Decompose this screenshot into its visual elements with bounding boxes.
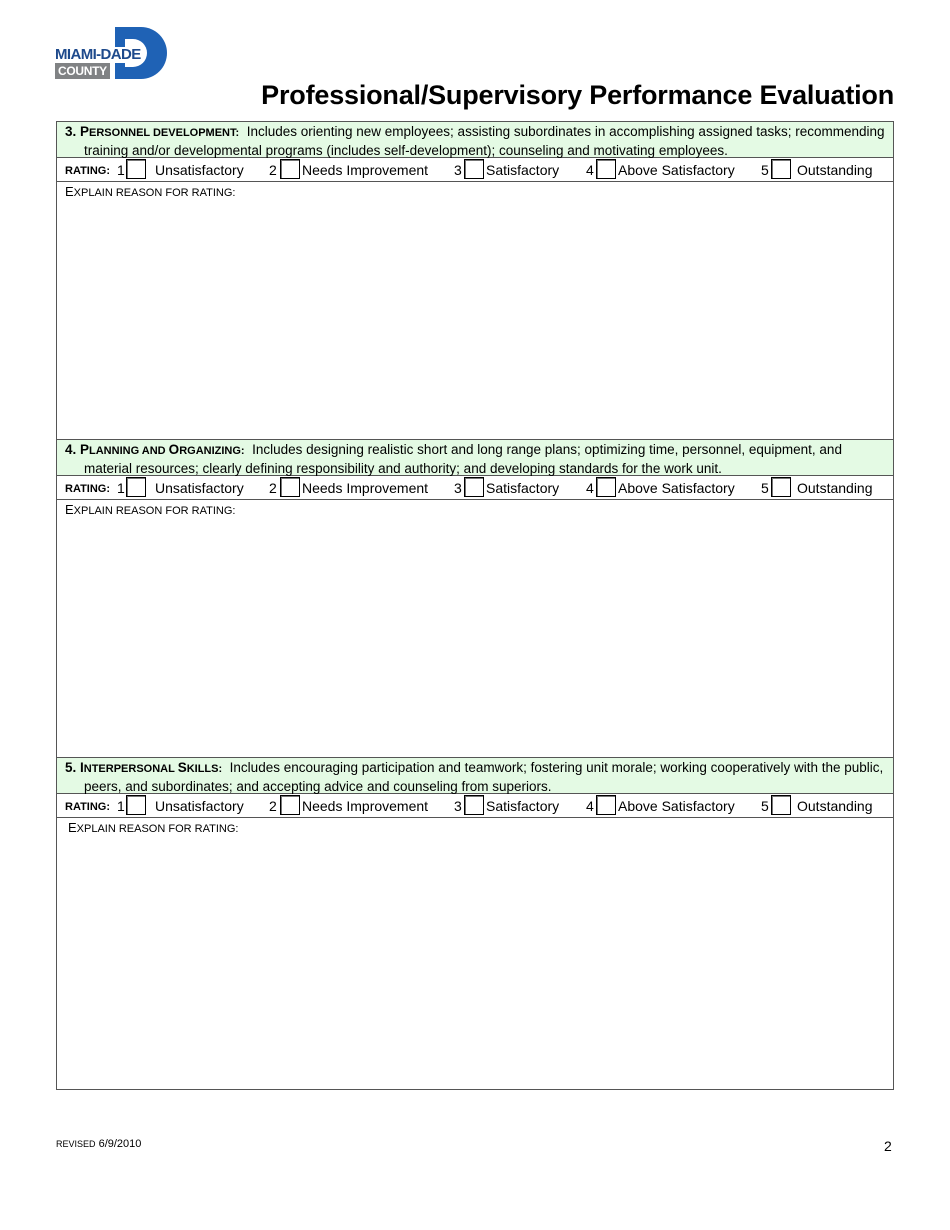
rating-3-label: Satisfactory — [486, 480, 560, 496]
section-interpersonal-skills — [57, 757, 893, 1088]
rating-num-4: 4 — [586, 798, 594, 814]
logo-text-county: COUNTY — [55, 63, 110, 79]
rating-2-label: Needs Improvement — [302, 480, 429, 496]
rating-5-checkbox[interactable] — [771, 477, 791, 497]
section-header — [57, 758, 893, 794]
rating-num-2: 2 — [269, 798, 277, 814]
revised-label: REVISED — [56, 1139, 96, 1149]
rating-2-checkbox[interactable] — [280, 477, 300, 497]
page-title: Professional/Supervisory Performance Evaluation — [261, 80, 894, 110]
rating-3-checkbox[interactable] — [464, 159, 484, 179]
section-description: Includes designing realistic short and long range plans; optimizing time, personnel, equipment, and material resources; clearly defining responsibility and authority; and developing standards for the work unit. — [84, 442, 842, 476]
rating-num-3: 3 — [454, 162, 462, 178]
rating-3-label: Satisfactory — [486, 798, 560, 814]
rating-num-3: 3 — [454, 798, 462, 814]
rating-row — [57, 158, 893, 182]
logo-text-main: MIAMI-DADE — [55, 46, 141, 63]
rating-row — [57, 476, 893, 500]
rating-4-checkbox[interactable] — [596, 477, 616, 497]
rating-4-label: Above Satisfactory — [618, 162, 735, 178]
section-title: 5. INTERPERSONAL SKILLS: — [65, 760, 223, 775]
rating-2-label: Needs Improvement — [302, 798, 429, 814]
rating-3-label: Satisfactory — [486, 162, 560, 178]
revised-date-value: 6/9/2010 — [98, 1138, 142, 1150]
rating-num-4: 4 — [586, 480, 594, 496]
section-title: 4. PLANNING AND ORGANIZING: — [65, 442, 245, 457]
rating-label: RATING: — [65, 801, 111, 813]
evaluation-form — [56, 121, 894, 1090]
rating-5-checkbox[interactable] — [771, 159, 791, 179]
rating-5-label: Outstanding — [797, 798, 873, 814]
rating-5-checkbox[interactable] — [771, 795, 791, 815]
rating-2-label: Needs Improvement — [302, 162, 429, 178]
rating-num-5: 5 — [761, 798, 769, 814]
rating-num-2: 2 — [269, 162, 277, 178]
rating-4-label: Above Satisfactory — [618, 798, 735, 814]
section-header — [57, 440, 893, 476]
rating-3-checkbox[interactable] — [464, 477, 484, 497]
explain-reason-field[interactable]: EXPLAIN REASON FOR RATING: — [68, 820, 239, 835]
section-title: 3. PERSONNEL DEVELOPMENT: — [65, 124, 240, 139]
revised-date — [56, 1138, 141, 1150]
rating-1-checkbox[interactable] — [126, 159, 146, 179]
section-description: Includes encouraging participation and teamwork; fostering unit morale; working cooperatively with the public, peers, and subordinates; and accepting advice and counseling from superiors. — [84, 760, 884, 794]
rating-num-1: 1 — [117, 798, 125, 814]
miami-dade-logo — [55, 27, 167, 81]
rating-num-4: 4 — [586, 162, 594, 178]
rating-label: RATING: — [65, 483, 111, 495]
rating-2-checkbox[interactable] — [280, 795, 300, 815]
rating-1-checkbox[interactable] — [126, 795, 146, 815]
rating-5-label: Outstanding — [797, 162, 873, 178]
section-description: Includes orienting new employees; assisting subordinates in accomplishing assigned tasks; recommending training and/or developmental programs (includes self-development); counseling and motivating employees. — [84, 124, 885, 158]
rating-4-label: Above Satisfactory — [618, 480, 735, 496]
rating-1-label: Unsatisfactory — [155, 798, 244, 814]
rating-num-5: 5 — [761, 162, 769, 178]
rating-num-1: 1 — [117, 480, 125, 496]
section-planning-organizing — [57, 439, 893, 757]
explain-label: XPLAIN REASON FOR RATING: — [73, 187, 236, 199]
section-personnel-development — [57, 122, 893, 439]
rating-num-5: 5 — [761, 480, 769, 496]
rating-2-checkbox[interactable] — [280, 159, 300, 179]
rating-1-label: Unsatisfactory — [155, 480, 244, 496]
rating-5-label: Outstanding — [797, 480, 873, 496]
rating-4-checkbox[interactable] — [596, 159, 616, 179]
explain-reason-field[interactable]: EXPLAIN REASON FOR RATING: — [65, 184, 236, 199]
rating-1-label: Unsatisfactory — [155, 162, 244, 178]
page-number: 2 — [884, 1138, 892, 1154]
rating-num-2: 2 — [269, 480, 277, 496]
rating-4-checkbox[interactable] — [596, 795, 616, 815]
rating-num-3: 3 — [454, 480, 462, 496]
rating-label: RATING: — [65, 165, 111, 177]
rating-1-checkbox[interactable] — [126, 477, 146, 497]
rating-num-1: 1 — [117, 162, 125, 178]
section-header — [57, 122, 893, 158]
rating-row — [57, 794, 893, 818]
explain-label: XPLAIN REASON FOR RATING: — [73, 505, 236, 517]
explain-label: XPLAIN REASON FOR RATING: — [76, 823, 239, 835]
rating-3-checkbox[interactable] — [464, 795, 484, 815]
explain-reason-field[interactable]: EXPLAIN REASON FOR RATING: — [65, 502, 236, 517]
